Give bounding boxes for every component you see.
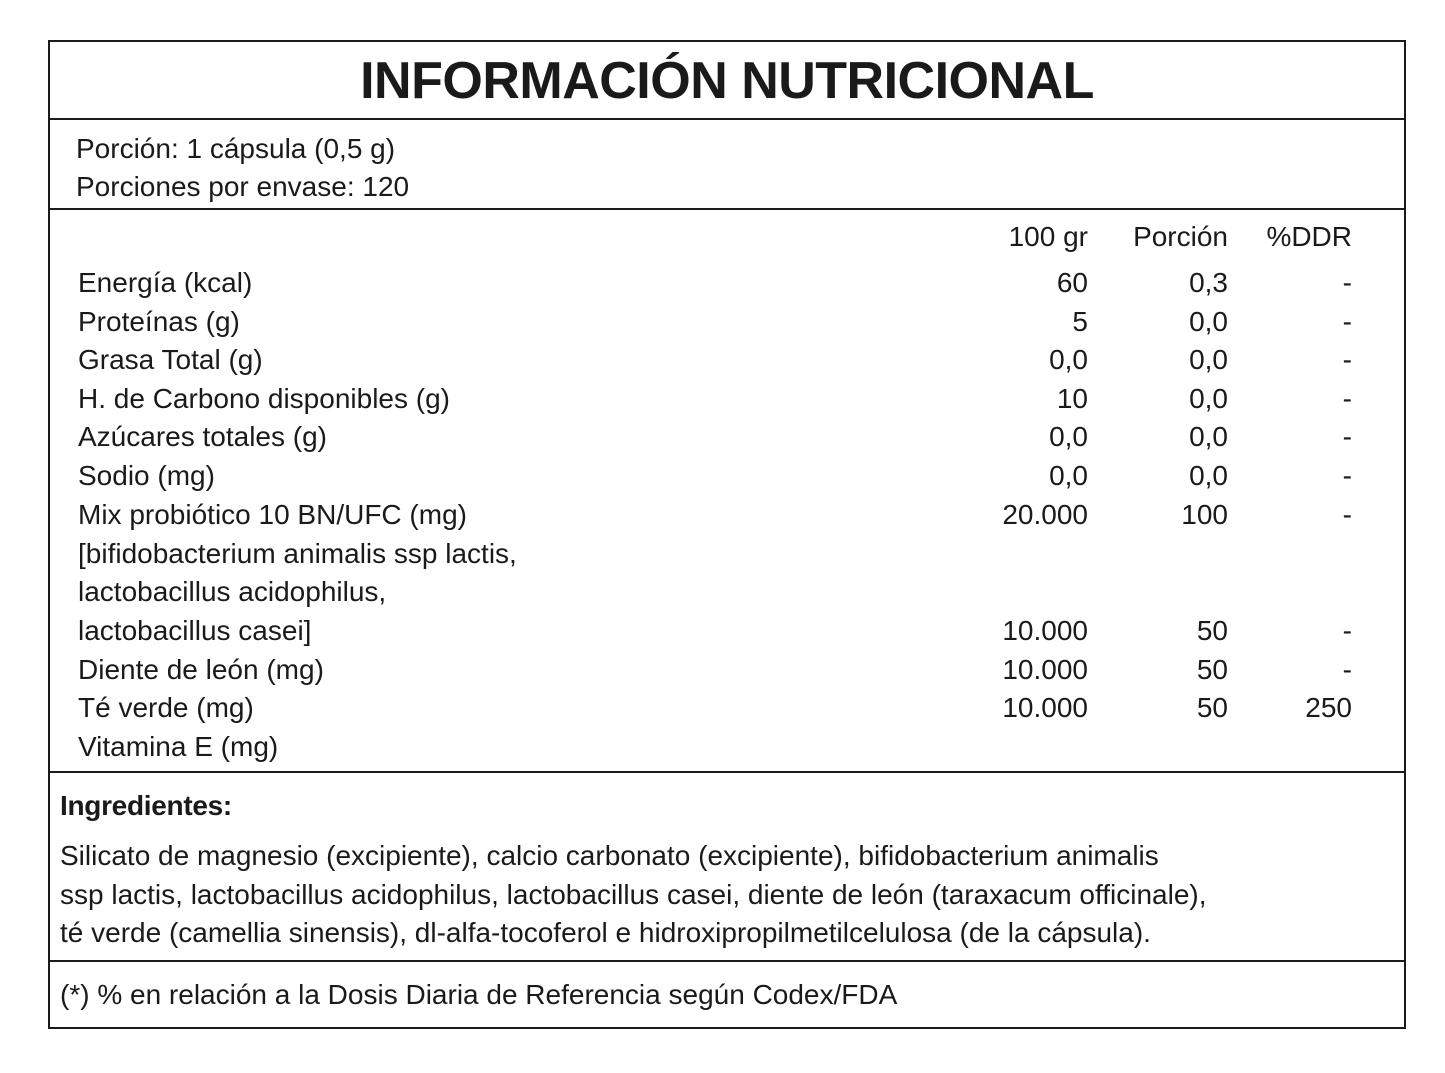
value-per-portion: 50: [1196, 692, 1228, 723]
nutrient-label: [bifidobacterium animalis ssp lactis,: [78, 538, 517, 569]
value-ddr: -: [1342, 499, 1352, 530]
table-row: [50, 728, 1404, 766]
nutrient-label: Diente de león (mg): [78, 654, 324, 685]
value-per-portion: 0,0: [1189, 383, 1228, 414]
nutrient-label: Mix probiótico 10 BN/UFC (mg): [78, 499, 467, 530]
table-row: [50, 303, 1404, 341]
value-ddr: -: [1342, 267, 1352, 298]
value-per-portion: 0,0: [1189, 460, 1228, 491]
value-per-portion: 50: [1196, 654, 1228, 685]
value-per-portion: 50: [1196, 615, 1228, 646]
value-ddr: -: [1342, 460, 1352, 491]
table-row: [50, 418, 1404, 456]
header-per-portion: Porción: [1133, 221, 1228, 252]
value-ddr: -: [1342, 654, 1352, 685]
nutrient-label: Vitamina E (mg): [78, 731, 279, 762]
nutrition-table: [50, 210, 1404, 773]
value-ddr: -: [1342, 421, 1352, 452]
table-row: [50, 689, 1404, 727]
value-per-100: 60: [1056, 267, 1088, 298]
nutrition-facts-panel: [48, 40, 1406, 1029]
value-per-100: 0,0: [1049, 421, 1088, 452]
table-row: [50, 651, 1404, 689]
table-row: [50, 457, 1404, 495]
nutrient-label: Grasa Total (g): [78, 344, 263, 375]
value-per-portion: 0,0: [1189, 306, 1228, 337]
value-per-100: 0,0: [1049, 344, 1088, 375]
header-per-100: 100 gr: [1008, 221, 1088, 252]
header-ddr: %DDR: [1266, 221, 1352, 252]
serving-info: [50, 120, 1404, 210]
table-row: [50, 573, 1404, 611]
value-per-100: 10.000: [1002, 692, 1088, 723]
value-per-100: 10.000: [1002, 654, 1088, 685]
ingredients-line: Silicato de magnesio (excipiente), calcio carbonato (excipiente), bifidobacterium animalis: [60, 840, 1159, 871]
table-row: [50, 341, 1404, 379]
ingredients-text: [60, 837, 1398, 953]
value-per-100: 5: [1072, 306, 1088, 337]
title-section: [50, 42, 1404, 120]
nutrient-label: Azúcares totales (g): [78, 421, 327, 452]
portion-size: Porción: 1 cápsula (0,5 g): [76, 133, 396, 164]
nutrient-label: lactobacillus casei]: [78, 615, 312, 646]
ingredients-heading: Ingredientes:: [60, 790, 232, 821]
nutrient-label: Proteínas (g): [78, 306, 240, 337]
ingredients-line: té verde (camellia sinensis), dl-alfa-tocoferol e hidroxipropilmetilcelulosa (de la cápsula).: [60, 917, 1151, 948]
value-per-portion: 0,3: [1189, 267, 1228, 298]
ingredients-section: [50, 773, 1404, 962]
footnote: (*) % en relación a la Dosis Diaria de Referencia según Codex/FDA: [60, 979, 898, 1010]
value-per-100: 0,0: [1049, 460, 1088, 491]
value-per-100: 10: [1056, 383, 1088, 414]
table-row: [50, 535, 1404, 573]
nutrient-label: H. de Carbono disponibles (g): [78, 383, 450, 414]
value-per-portion: 0,0: [1189, 344, 1228, 375]
nutrient-label: lactobacillus acidophilus,: [78, 576, 387, 607]
ingredients-line: ssp lactis, lactobacillus acidophilus, lactobacillus casei, diente de león (taraxacum officinale),: [60, 878, 1207, 910]
table-row: [50, 612, 1404, 650]
value-ddr: -: [1342, 344, 1352, 375]
nutrient-label: Energía (kcal): [78, 267, 253, 298]
servings-per-container: Porciones por envase: 120: [76, 171, 410, 202]
nutrient-label: Té verde (mg): [78, 692, 254, 723]
footnote-section: [50, 962, 1404, 1029]
value-per-100: 10.000: [1002, 615, 1088, 646]
value-ddr: -: [1342, 306, 1352, 337]
table-row: [50, 496, 1404, 534]
value-per-portion: 0,0: [1189, 421, 1228, 452]
value-ddr: -: [1342, 615, 1352, 646]
value-per-portion: 100: [1181, 499, 1228, 530]
value-ddr: 250: [1305, 692, 1352, 723]
nutrient-label: Sodio (mg): [78, 460, 215, 491]
value-ddr: -: [1342, 383, 1352, 414]
table-header-row: [50, 218, 1404, 256]
table-row: [50, 380, 1404, 418]
value-per-100: 20.000: [1002, 499, 1088, 530]
page-title: INFORMACIÓN NUTRICIONAL: [360, 52, 1094, 110]
table-row: [50, 264, 1404, 302]
